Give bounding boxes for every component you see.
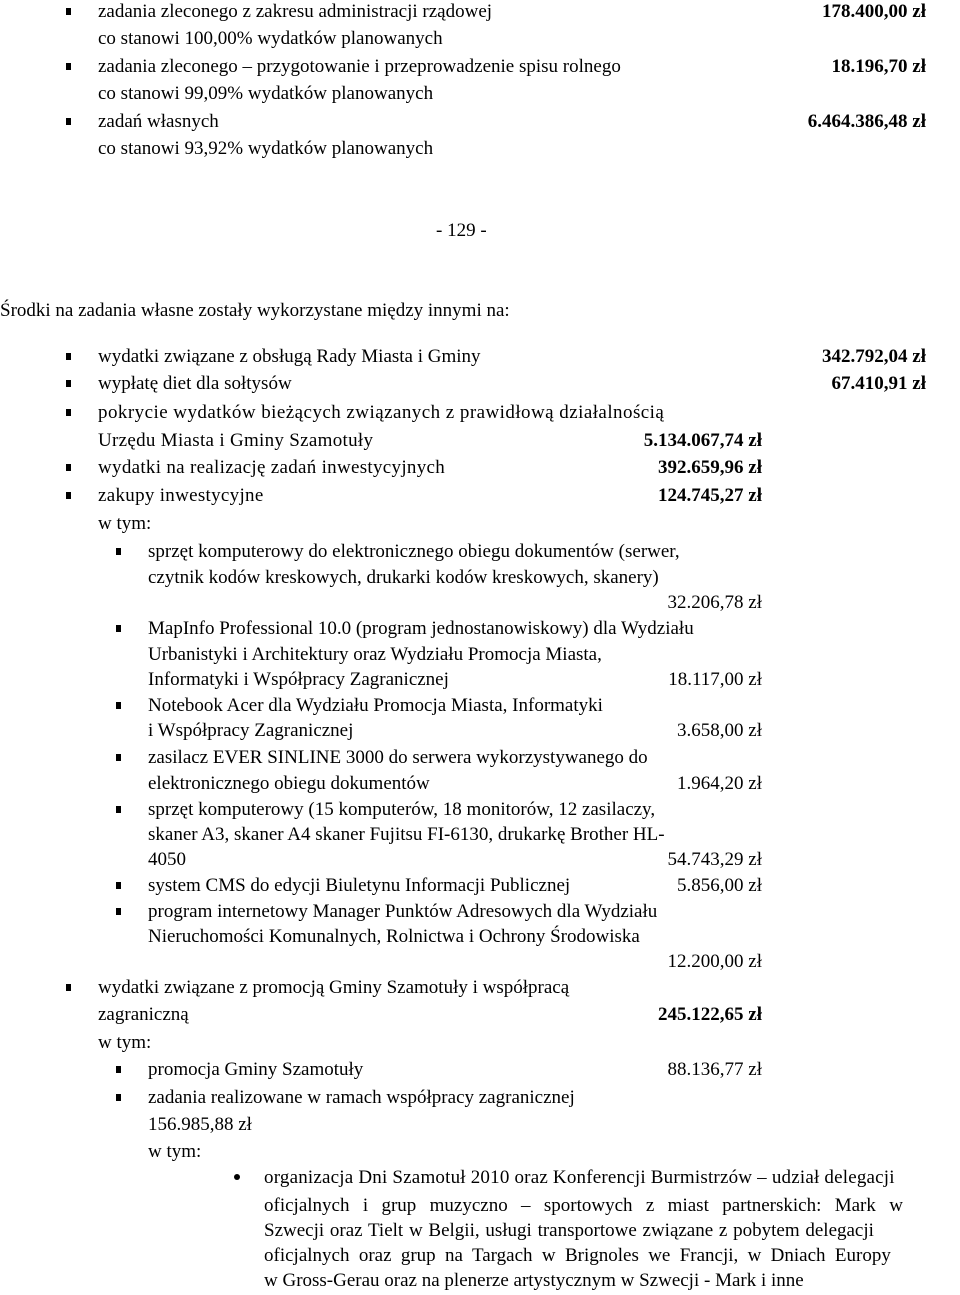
sub-item-3-amount: 3.658,00 zł — [677, 720, 762, 741]
page-number: - 129 - — [436, 220, 487, 241]
sub-item-5-line3: 4050 — [148, 849, 186, 870]
promo-line1: wydatki związane z promocją Gminy Szamotuły i współpracą — [98, 977, 570, 998]
top-item-1-amount: 178.400,00 zł — [822, 1, 926, 22]
sub-item-1-line1: sprzęt komputerowy do elektronicznego obiegu dokumentów (serwer, — [148, 541, 680, 562]
main-item-1-amount: 342.792,04 zł — [822, 346, 926, 367]
top-item-1-line1: zadania zleconego z zakresu administracji rządowej — [98, 1, 493, 22]
sub-item-2-line2: Urbanistyki i Architektury oraz Wydziału Promocja Miasta, — [148, 644, 602, 665]
bullet-icon — [66, 8, 71, 15]
promo-item-1-text: promocja Gminy Szamotuły — [148, 1059, 364, 1080]
sub-item-5-line2: skaner A3, skaner A4 skaner Fujitsu FI-6130, drukarkę Brother HL- — [148, 824, 665, 845]
final-line-1: organizacja Dni Szamotuł 2010 oraz Konferencji Burmistrzów – udział delegacji — [264, 1167, 895, 1188]
top-item-2-line1: zadania zleconego – przygotowanie i przeprowadzenie spisu rolnego — [98, 56, 621, 77]
sub-item-5-line1: sprzęt komputerowy (15 komputerów, 18 monitorów, 12 zasilaczy, — [148, 799, 656, 820]
top-item-3-line2: co stanowi 93,92% wydatków planowanych — [98, 138, 434, 159]
main-item-1-text: wydatki związane z obsługą Rady Miasta i Gminy — [98, 346, 481, 367]
bullet-icon — [66, 464, 71, 471]
main-item-5-text: zakupy inwestycyjne — [98, 485, 264, 506]
promo-line2: zagraniczną — [98, 1004, 189, 1025]
sub-item-4-line1: zasilacz EVER SINLINE 3000 do serwera wykorzystywanego do — [148, 747, 648, 768]
sub-item-5-amount: 54.743,29 zł — [667, 849, 762, 870]
sub-item-7-line1: program internetowy Manager Punktów Adresowych dla Wydziału — [148, 901, 658, 922]
bullet-icon — [66, 380, 71, 387]
promo-item-2-amount: 156.985,88 zł — [148, 1114, 252, 1135]
promo-item-2-text: zadania realizowane w ramach współpracy zagranicznej — [148, 1087, 575, 1108]
main-item-3-text2: Urzędu Miasta i Gminy Szamotuły — [98, 430, 374, 451]
main-item-5-amount: 124.745,27 zł — [658, 485, 762, 506]
sub-item-7-line2: Nieruchomości Komunalnych, Rolnictwa i Ochrony Środowiska — [148, 926, 640, 947]
w-tym-label-2: w tym: — [98, 1032, 152, 1053]
sub-item-2-line3: Informatyki i Współpracy Zagranicznej — [148, 669, 449, 690]
promo-item-1-amount: 88.136,77 zł — [667, 1059, 762, 1080]
top-item-2-line2: co stanowi 99,09% wydatków planowanych — [98, 83, 434, 104]
top-item-3-amount: 6.464.386,48 zł — [807, 111, 926, 132]
round-bullet-icon — [234, 1174, 240, 1180]
bullet-icon — [66, 984, 71, 991]
top-item-1-line2: co stanowi 100,00% wydatków planowanych — [98, 28, 443, 49]
bullet-icon — [116, 882, 121, 889]
bullet-icon — [66, 409, 71, 416]
sub-item-4-amount: 1.964,20 zł — [677, 773, 762, 794]
bullet-icon — [116, 908, 121, 915]
w-tym-label-3: w tym: — [148, 1141, 202, 1162]
bullet-icon — [116, 625, 121, 632]
sub-item-2-line1: MapInfo Professional 10.0 (program jednostanowiskowy) dla Wydziału — [148, 618, 694, 639]
main-item-4-text: wydatki na realizację zadań inwestycyjnych — [98, 457, 446, 478]
main-item-4-amount: 392.659,96 zł — [658, 457, 762, 478]
sub-item-7-amount: 12.200,00 zł — [667, 951, 762, 972]
main-item-3-amount: 5.134.067,74 zł — [643, 430, 762, 451]
bullet-icon — [66, 118, 71, 125]
sub-item-3-line2: i Współpracy Zagranicznej — [148, 720, 354, 741]
promo-amount: 245.122,65 zł — [658, 1004, 762, 1025]
sub-item-6-line1: system CMS do edycji Biuletynu Informacji Publicznej — [148, 875, 571, 896]
bullet-icon — [116, 548, 121, 555]
final-line-3: Szwecji oraz Tielt w Belgii, usługi transportowe związane z pobytem delegacji — [264, 1220, 874, 1241]
bullet-icon — [116, 806, 121, 813]
top-item-2-amount: 18.196,70 zł — [831, 56, 926, 77]
bullet-icon — [116, 702, 121, 709]
final-line-5: w Gross-Gerau oraz na plenerze artystycznym w Szwecji - Mark i inne — [264, 1270, 804, 1291]
bullet-icon — [116, 1066, 121, 1073]
sub-item-1-amount: 32.206,78 zł — [667, 592, 762, 613]
bullet-icon — [66, 63, 71, 70]
sub-item-2-amount: 18.117,00 zł — [668, 669, 762, 690]
sub-item-3-line1: Notebook Acer dla Wydziału Promocja Miasta, Informatyki — [148, 695, 603, 716]
main-item-2-amount: 67.410,91 zł — [831, 373, 926, 394]
final-line-4: oficjalnych oraz grup na Targach w Brignoles we Francji, w Dniach Europy — [264, 1245, 891, 1266]
sub-item-1-line2: czytnik kodów kreskowych, drukarki kodów kreskowych, skanery) — [148, 567, 659, 588]
intro-text: Środki na zadania własne zostały wykorzystane między innymi na: — [0, 300, 510, 321]
sub-item-4-line2: elektronicznego obiegu dokumentów — [148, 773, 430, 794]
sub-item-6-amount: 5.856,00 zł — [677, 875, 762, 896]
top-item-3-line1: zadań własnych — [98, 111, 219, 132]
main-item-2-text: wypłatę diet dla sołtysów — [98, 373, 292, 394]
bullet-icon — [66, 353, 71, 360]
w-tym-label: w tym: — [98, 513, 152, 534]
bullet-icon — [116, 1094, 121, 1101]
bullet-icon — [66, 492, 71, 499]
main-item-3-text: pokrycie wydatków bieżących związanych z prawidłową działalnością — [98, 402, 665, 423]
final-line-2: oficjalnych i grup muzyczno – sportowych z miast partnerskich: Mark w — [264, 1195, 903, 1216]
bullet-icon — [116, 754, 121, 761]
